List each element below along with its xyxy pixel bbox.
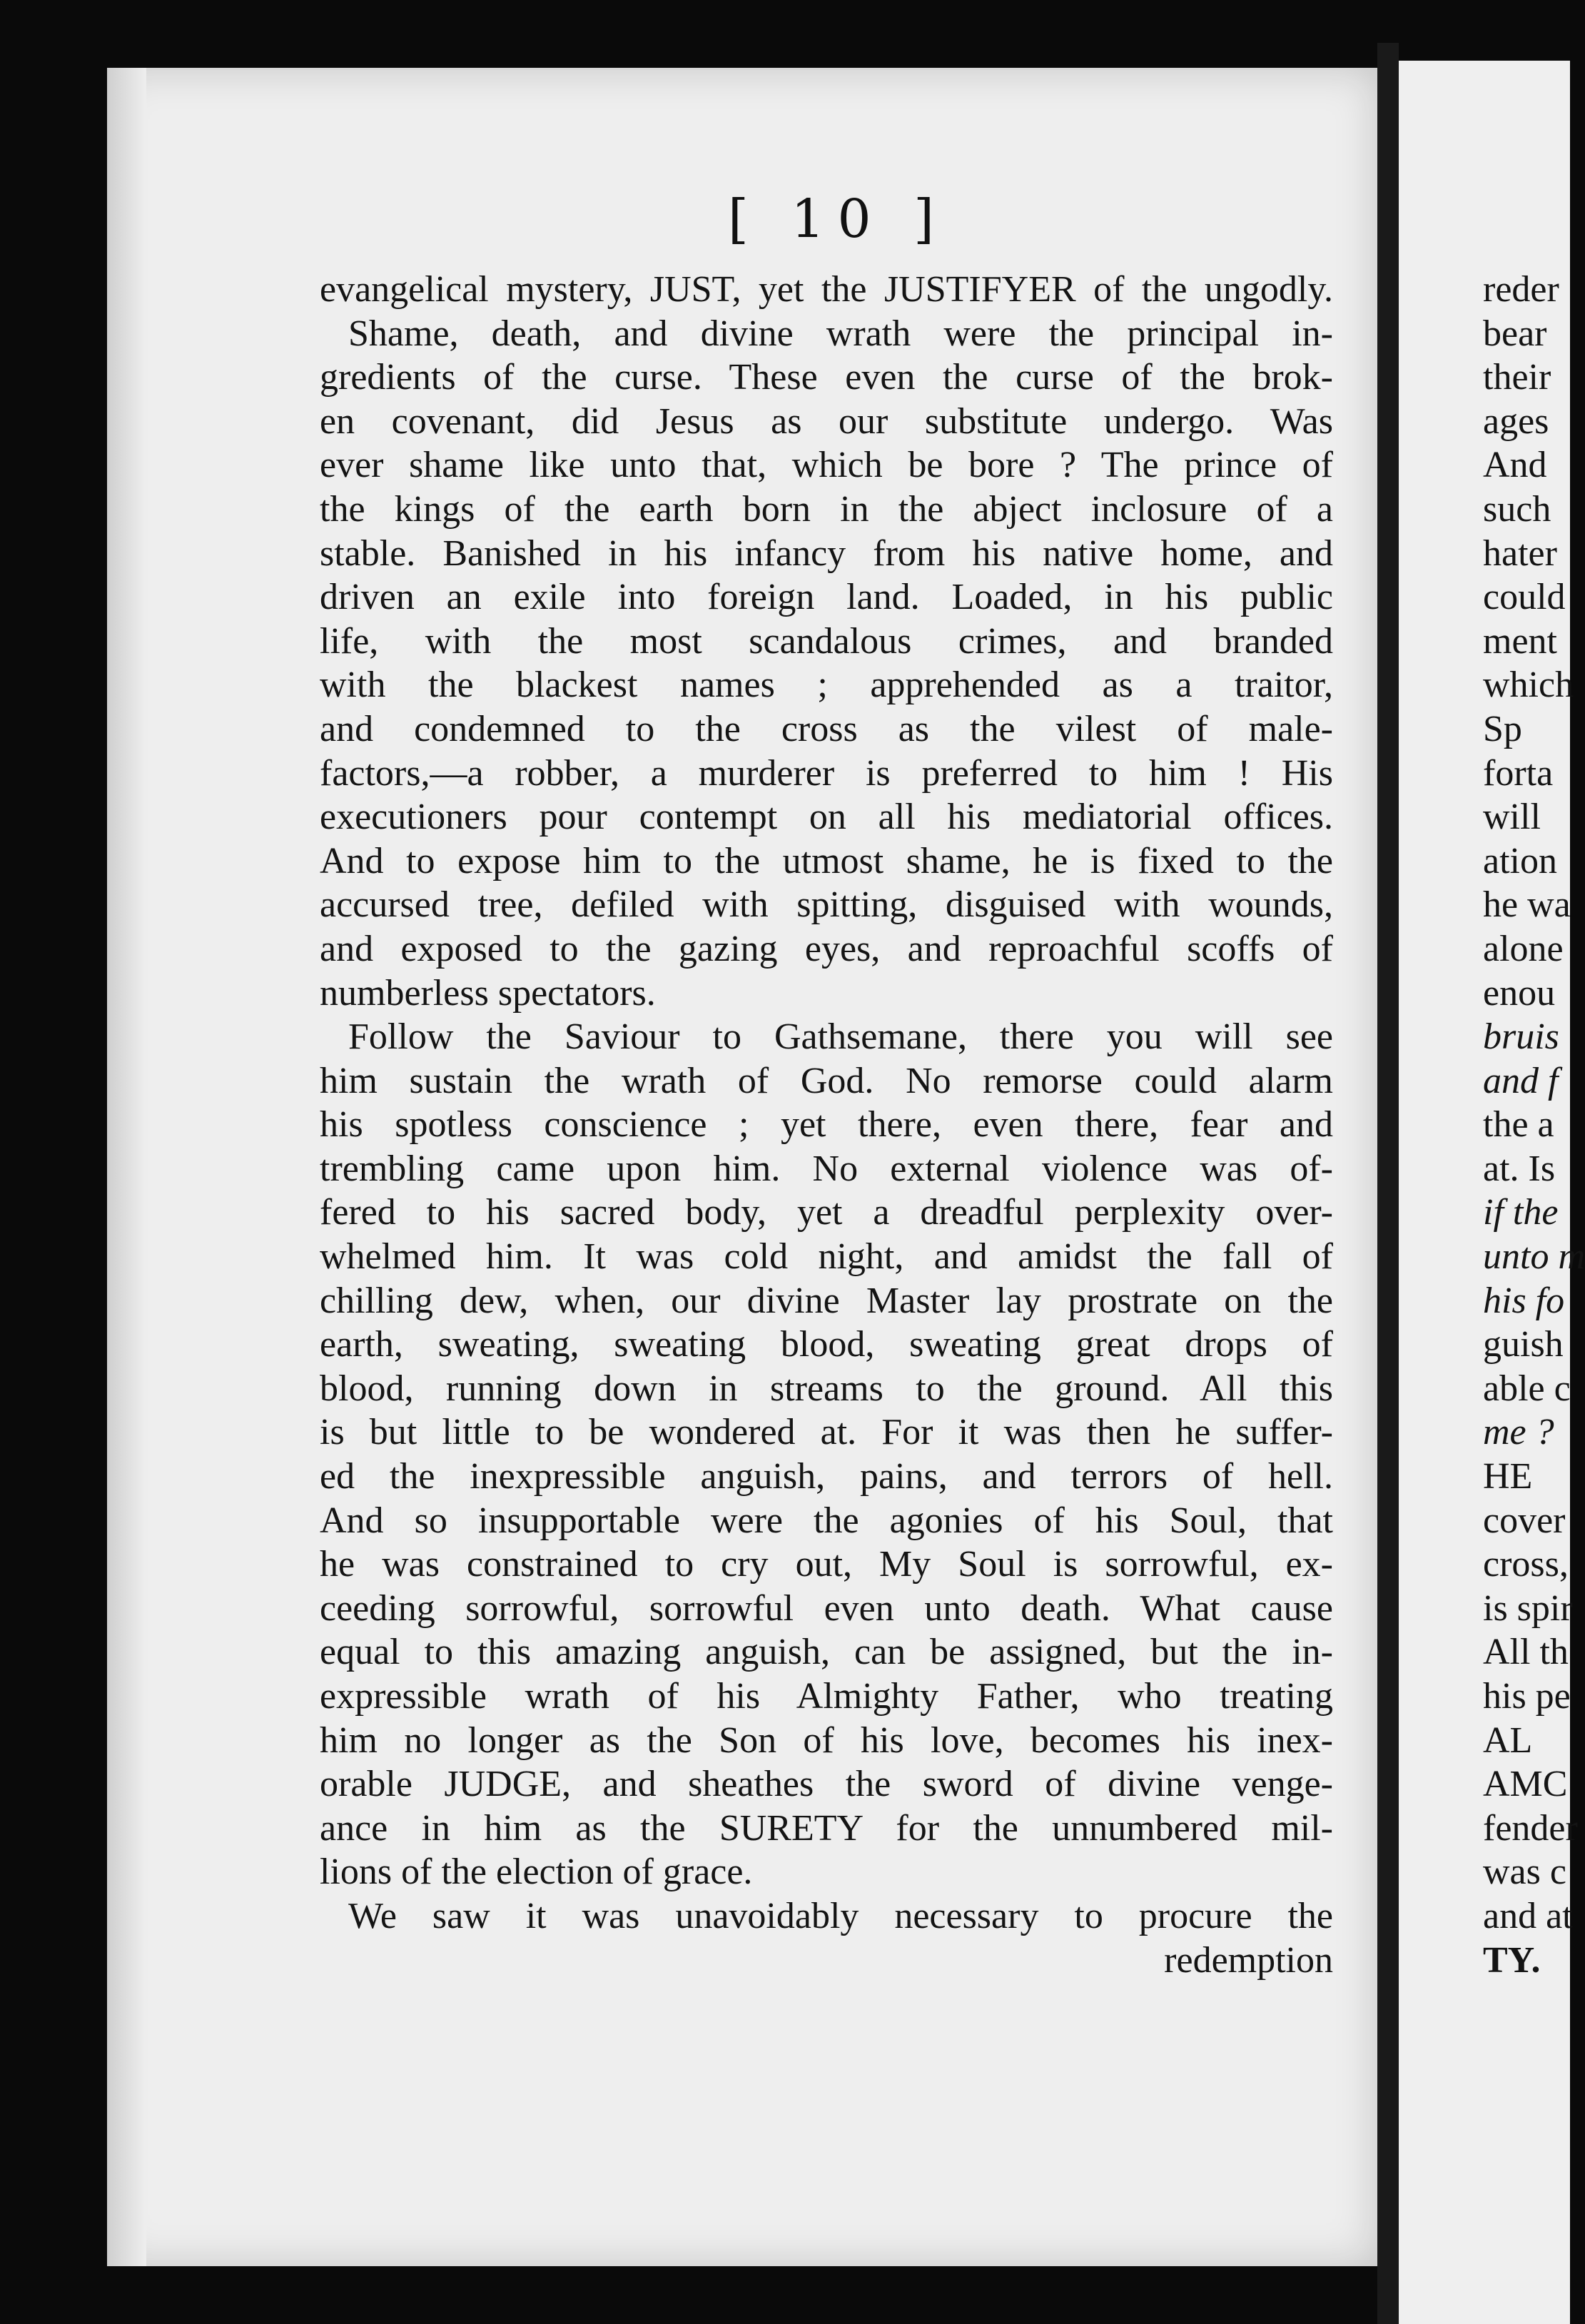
text-line: him no longer as the Son of his love, becomes his inex- (320, 1719, 1333, 1761)
text-line: ever shame like unto that, which be bore ? The prince of (320, 445, 1333, 486)
catchword: redemption (1164, 1939, 1333, 1981)
text-line: driven an exile into foreign land. Loaded, in his public (320, 577, 1333, 618)
text-line: the kings of the earth born in the abject inclosure of a (320, 488, 1333, 530)
text-line: is spir (1483, 1587, 1573, 1629)
text-line: evangelical mystery, JUST, yet the JUSTIFYER of the ungodly. (320, 269, 1333, 310)
text-line: guish (1483, 1324, 1564, 1365)
text-line: Shame, death, and divine wrath were the principal in- (348, 313, 1333, 354)
text-line: fender (1483, 1807, 1578, 1849)
text-line: cross, (1483, 1544, 1569, 1585)
text-line: with the blackest names ; apprehended as a traitor, (320, 665, 1333, 706)
text-line: his pe (1483, 1676, 1571, 1717)
right-page-text (1483, 268, 1585, 1982)
text-line: earth, sweating, sweating blood, sweating great drops of (320, 1324, 1333, 1365)
text-line: he was constrained to cry out, My Soul is sorrowful, ex- (320, 1544, 1333, 1585)
text-line: ages (1483, 400, 1549, 442)
text-line: hater (1483, 532, 1557, 574)
text-line: And (1483, 445, 1547, 486)
text-line: And to expose him to the utmost shame, he is fixed to the (320, 840, 1333, 881)
text-line: was c (1483, 1851, 1566, 1893)
text-line: at. Is (1483, 1148, 1556, 1189)
text-line: accursed tree, defiled with spitting, disguised with wounds, (320, 884, 1333, 926)
text-line: ation (1483, 840, 1557, 881)
text-line: his fo (1483, 1280, 1565, 1321)
text-line: trembling came upon him. No external violence was of- (320, 1148, 1333, 1189)
text-line: All th (1483, 1632, 1569, 1673)
text-line: We saw it was unavoidably necessary to procure the (348, 1895, 1333, 1936)
book-gutter (1377, 43, 1399, 2324)
text-line: stable. Banished in his infancy from his native home, and (320, 532, 1333, 574)
text-line: could (1483, 577, 1566, 618)
text-line: their (1483, 357, 1551, 398)
text-line: bear (1483, 313, 1547, 354)
text-line: ance in him as the SURETY for the unnumbered mil- (320, 1807, 1333, 1849)
text-line: numberless spectators. (320, 972, 656, 1014)
text-line: And so insupportable were the agonies of his Soul, that (320, 1500, 1333, 1541)
text-line: equal to this amazing anguish, can be assigned, but the in- (320, 1632, 1333, 1673)
text-line: life, with the most scandalous crimes, and branded (320, 620, 1333, 662)
text-line: gredients of the curse. These even the curse of the brok- (320, 357, 1333, 398)
text-line: able c (1483, 1368, 1571, 1409)
text-line: ed the inexpressible anguish, pains, and terrors of hell. (320, 1456, 1333, 1497)
text-line: the a (1483, 1104, 1554, 1146)
text-line: and f (1483, 1060, 1559, 1101)
text-line: AMC (1483, 1764, 1568, 1805)
text-line: cover (1483, 1500, 1566, 1541)
text-line: executioners pour contempt on all his mediatorial offices. (320, 797, 1333, 838)
text-line: TY. (1483, 1939, 1541, 1981)
text-line: his spotless conscience ; yet there, even there, fear and (320, 1104, 1333, 1146)
text-line: lions of the election of grace. (320, 1851, 753, 1893)
text-line: such (1483, 488, 1551, 530)
text-line: Follow the Saviour to Gathsemane, there you will see (348, 1016, 1333, 1058)
text-line: Sp (1483, 708, 1522, 749)
text-line: and exposed to the gazing eyes, and reproachful scoffs of (320, 928, 1333, 969)
text-line: bruis (1483, 1016, 1559, 1058)
text-line: and at (1483, 1895, 1573, 1936)
left-page-text (320, 268, 1333, 1982)
text-line: fered to his sacred body, yet a dreadful perplexity over- (320, 1192, 1333, 1233)
text-line: forta (1483, 752, 1554, 794)
text-line: en covenant, did Jesus as our substitute undergo. Was (320, 400, 1333, 442)
text-line: factors,—a robber, a murderer is preferred to him ! His (320, 752, 1333, 794)
text-line: me ? (1483, 1412, 1554, 1453)
text-line: reder (1483, 269, 1559, 310)
text-line: if the (1483, 1192, 1559, 1233)
text-line: ceeding sorrowful, sorrowful even unto death. What cause (320, 1587, 1333, 1629)
text-line: blood, running down in streams to the ground. All this (320, 1368, 1333, 1409)
text-line: unto m (1483, 1236, 1585, 1278)
text-line: whelmed him. It was cold night, and amidst the fall of (320, 1236, 1333, 1278)
text-line: will (1483, 797, 1541, 838)
text-line: HE (1483, 1456, 1533, 1497)
text-line: alone (1483, 928, 1564, 969)
text-line: enou (1483, 972, 1556, 1014)
text-line: he wa (1483, 884, 1571, 926)
page-number: [ 10 ] (728, 188, 947, 250)
text-line: chilling dew, when, our divine Master lay prostrate on the (320, 1280, 1333, 1321)
text-line: AL (1483, 1719, 1533, 1761)
text-line: ment (1483, 620, 1557, 662)
text-line: orable JUDGE, and sheathes the sword of divine venge- (320, 1764, 1333, 1805)
text-line: expressible wrath of his Almighty Father, who treating (320, 1676, 1333, 1717)
text-line: which (1483, 665, 1574, 706)
text-line: and condemned to the cross as the vilest of male- (320, 708, 1333, 749)
text-line: him sustain the wrath of God. No remorse could alarm (320, 1060, 1333, 1101)
text-line: is but little to be wondered at. For it was then he suffer- (320, 1412, 1333, 1453)
